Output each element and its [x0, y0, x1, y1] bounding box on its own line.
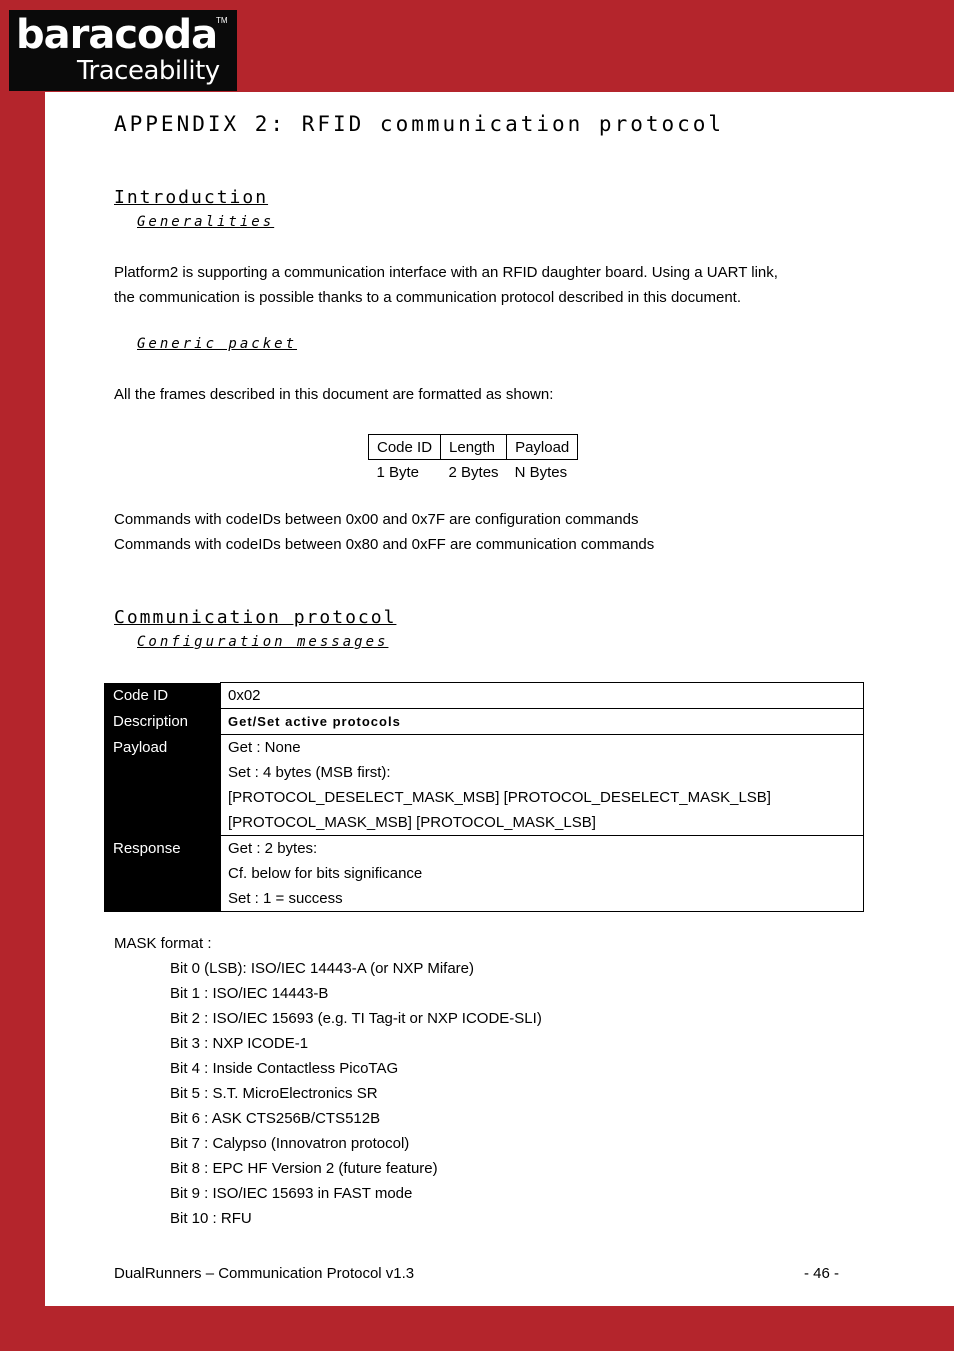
- logo-brand: baracoda: [16, 12, 218, 58]
- logo-subtitle: Traceability: [77, 56, 220, 86]
- frame-format-header-cell: Payload: [507, 435, 578, 460]
- mask-bit-item: Bit 8 : EPC HF Version 2 (future feature): [170, 1160, 438, 1177]
- codeid-note-1: Commands with codeIDs between 0x00 and 0x7F are configuration commands: [114, 511, 639, 528]
- payload-line: [PROTOCOL_DESELECT_MASK_MSB] [PROTOCOL_DESELECT_MASK_LSB]: [228, 789, 771, 806]
- command-row-description: [104, 709, 864, 735]
- appendix-title: APPENDIX 2: RFID communication protocol: [114, 112, 725, 136]
- mask-bit-item: Bit 3 : NXP ICODE-1: [170, 1035, 309, 1052]
- mask-bit-item: Bit 5 : S.T. MicroElectronics SR: [170, 1085, 378, 1102]
- generic-packet-heading: Generic packet: [137, 336, 298, 352]
- response-line: Cf. below for bits significance: [228, 865, 423, 882]
- mask-bit-item: Bit 4 : Inside Contactless PicoTAG: [170, 1060, 399, 1077]
- payload-line: Get : None: [228, 739, 301, 756]
- baracoda-logo: [9, 10, 237, 91]
- mask-bit-list: [170, 956, 542, 1231]
- footer-page-number: - 46 -: [804, 1265, 840, 1282]
- payload-line: Set : 4 bytes (MSB first):: [228, 764, 391, 781]
- introduction-heading: Introduction: [114, 187, 269, 208]
- command-row-code-id: [104, 683, 864, 709]
- mask-bit-item: Bit 6 : ASK CTS256B/CTS512B: [170, 1110, 381, 1127]
- mask-format-title: MASK format :: [114, 935, 212, 952]
- mask-bit-item: Bit 7 : Calypso (Innovatron protocol): [170, 1135, 410, 1152]
- frame-format-header-cell: Length: [441, 435, 507, 460]
- mask-bit-item: Bit 9 : ISO/IEC 15693 in FAST mode: [170, 1185, 413, 1202]
- code-id-label: Code ID: [104, 683, 221, 709]
- command-row-payload: [104, 735, 864, 836]
- mask-bit-item: Bit 1 : ISO/IEC 14443-B: [170, 985, 329, 1002]
- description-value: Get/Set active protocols: [221, 709, 864, 735]
- mask-bit-item: Bit 2 : ISO/IEC 15693 (e.g. TI Tag-it or NXP ICODE-SLI): [170, 1010, 542, 1027]
- payload-value: [221, 735, 864, 836]
- configuration-messages-heading: Configuration messages: [137, 634, 389, 650]
- footer-document-title: DualRunners – Communication Protocol v1.3: [114, 1265, 415, 1282]
- response-line: Get : 2 bytes:: [228, 840, 318, 857]
- frame-format-size-cell: 1 Byte: [376, 463, 420, 481]
- description-label: Description: [104, 709, 221, 735]
- generalities-line-2: the communication is possible thanks to a communication protocol described in this document.: [114, 289, 741, 306]
- frame-format-header-cell: Code ID: [369, 435, 441, 460]
- codeid-note-2: Commands with codeIDs between 0x80 and 0xFF are communication commands: [114, 536, 655, 553]
- generic-packet-intro: All the frames described in this document are formatted as shown:: [114, 386, 554, 403]
- response-label: Response: [104, 836, 221, 912]
- frame-format-size-cell: 2 Bytes: [448, 463, 499, 481]
- payload-label: Payload: [104, 735, 221, 836]
- frame-format-table: [368, 434, 578, 484]
- mask-bit-item: Bit 10 : RFU: [170, 1210, 252, 1227]
- frame-format-size-row: [369, 460, 578, 485]
- generalities-line-1: Platform2 is supporting a communication interface with an RFID daughter board. Using a UART link,: [114, 264, 778, 281]
- response-line: Set : 1 = success: [228, 890, 343, 907]
- command-table: [104, 682, 864, 912]
- code-id-value: 0x02: [221, 683, 864, 709]
- communication-protocol-heading: Communication protocol: [114, 607, 397, 628]
- mask-bit-item: Bit 0 (LSB): ISO/IEC 14443-A (or NXP Mifare): [170, 960, 474, 977]
- frame-format-header-row: [369, 435, 578, 460]
- command-row-response: [104, 836, 864, 912]
- frame-format-size-cell: N Bytes: [514, 463, 568, 481]
- logo-trademark: TM: [216, 16, 228, 25]
- response-value: [221, 836, 864, 912]
- generalities-heading: Generalities: [137, 214, 275, 230]
- payload-line: [PROTOCOL_MASK_MSB] [PROTOCOL_MASK_LSB]: [228, 814, 596, 831]
